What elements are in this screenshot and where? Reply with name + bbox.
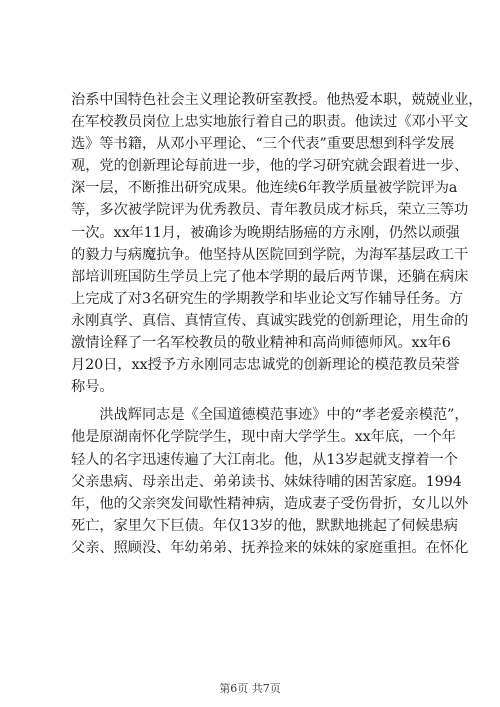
text-line: 他是原湖南怀化学院学生，现中南大学学生。xx年底，一个年 [71,429,456,446]
text-line: 上完成了对3名研究生的学期教学和毕业论文写作辅导任务。方 [71,290,464,307]
text-line: 的毅力与病魔抗争。他坚持从医院回到学院，为海军基层政工干 [71,246,469,263]
text-line: 洪战辉同志是《全国道德模范事迹》中的“孝老爱亲模范”， [71,407,469,424]
text-line: 深一层，不断推出研究成果。他连续6年教学质量被学院评为a [71,180,458,197]
text-line: 父亲患病、母亲出走、弟弟读书、妹妹待哺的困苦家庭。1994 [71,473,462,490]
text-line: 月20日，xx授予方永刚同志忠诚党的创新理论的模范教员荣誉 [71,357,460,374]
text-line: 部培训班国防生学员上完了他本学期的最后两节课，还躺在病床 [71,268,469,285]
page-footer: 第6页 共7页 [219,682,281,695]
text-line: 父亲、照顾没、年幼弟弟、抚养捡来的妹妹的家庭重担。在怀化 [71,539,469,556]
text-line: 选》等书籍，从邓小平理论、“三个代表”重要思想到科学发展 [71,136,455,153]
text-line: 在军校教员岗位上忠实地旅行着自己的职责。他读过《邓小平文 [71,114,469,131]
text-line: 轻人的名字迅速传遍了大江南北。他，从13岁起就支撑着一个 [71,451,458,468]
paragraph [71,404,469,559]
text-line: 观，党的创新理论每前进一步，他的学习研究就会跟着进一步、 [71,158,469,175]
document-body [71,89,483,559]
paragraph [71,89,483,398]
text-line: 年，他的父亲突发间歇性精神病，造成妻子受伤骨折，女儿以外 [71,495,469,512]
text-line: 等，多次被学院评为优秀教员、青年教员成才标兵，荣立三等功 [71,202,469,219]
text-line: 死亡，家里欠下巨债。年仅13岁的他，默默地挑起了伺候患病 [71,517,458,534]
text-line: 一次。xx年11月，被确诊为晚期结肠癌的方永刚，仍然以顽强 [71,224,460,241]
text-line: 激情诠释了一名军校教员的敬业精神和高尚师德师风。xx年6 [71,335,451,352]
text-line: 称号。 [71,379,114,396]
text-line: 永刚真学、真信、真情宣传、真诚实践党的创新理论，用生命的 [71,312,469,329]
text-line: 治系中国特色社会主义理论教研室教授。他热爱本职，兢兢业业， [71,92,483,108]
